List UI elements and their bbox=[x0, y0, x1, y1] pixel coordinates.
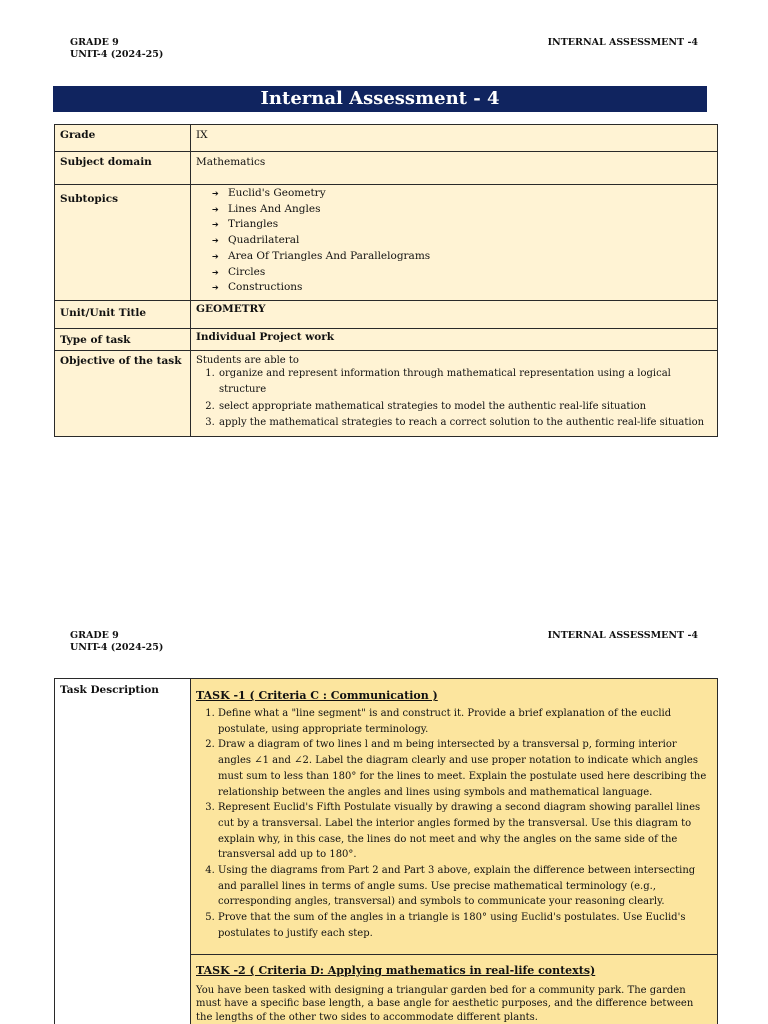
list-item: ➔ Circles bbox=[212, 265, 712, 281]
task-1-section bbox=[191, 679, 717, 955]
objective-intro: Students are able to bbox=[196, 354, 299, 366]
objective-label: Objective of the task bbox=[55, 350, 191, 436]
unit-header: UNIT-4 (2024-25) bbox=[70, 49, 164, 60]
list-item: 5. Prove that the sum of the angles in a triangle is 180° using Euclid's postulates. Use Euclid's postulates to justify each step. bbox=[218, 910, 712, 941]
table-row bbox=[55, 152, 718, 185]
task-1-heading: TASK -1 ( Criteria C : Communication ) bbox=[196, 689, 438, 702]
task-type-label: Type of task bbox=[55, 328, 191, 350]
list-item: 3. Represent Euclid's Fifth Postulate visually by drawing a second diagram showing parallel lines cut by a transversal. Label the interior angles formed by the transversal. Use this diagram to explain why, in this case, the lines do not meet and why the angles on the same side of the transversal add up to 180°. bbox=[218, 800, 712, 863]
list-item: 4. Using the diagrams from Part 2 and Part 3 above, explain the difference between intersecting and parallel lines in terms of angle sums. Use precise mathematical terminology (e.g., corresponding angles, transversal) and symbols to communicate your reasoning clearly. bbox=[218, 863, 712, 910]
subject-domain-label: Subject domain bbox=[55, 152, 191, 185]
table-row bbox=[55, 125, 718, 152]
table-row bbox=[55, 300, 718, 328]
subtopics-list bbox=[196, 186, 712, 296]
list-item: 2. select appropriate mathematical strategies to model the authentic real-life situation bbox=[218, 399, 712, 416]
task-type-value: Individual Project work bbox=[191, 328, 718, 350]
grade-label: Grade bbox=[55, 125, 191, 152]
list-item: 2. Draw a diagram of two lines l and m being intersected by a transversal p, forming interior angles ∠1 and ∠2. Label the diagram clearly and use proper notation to indicate which angles must sum to less than 180° for the lines to meet. Explain the postulate used here describing the relationship between the angles and lines using symbols and mathematical language. bbox=[218, 737, 712, 800]
task-description-label: Task Description bbox=[55, 679, 191, 1024]
list-item: ➔ Lines And Angles bbox=[212, 202, 712, 218]
list-item: 1. organize and represent information through mathematical representation using a logical structure bbox=[218, 366, 712, 399]
grade-value: IX bbox=[191, 125, 718, 152]
assessment-header: INTERNAL ASSESSMENT -4 bbox=[547, 37, 698, 48]
table-row bbox=[55, 185, 718, 301]
task-2-section bbox=[191, 955, 717, 1024]
list-item: 3. apply the mathematical strategies to reach a correct solution to the authentic real-life situation bbox=[218, 415, 712, 432]
table-row bbox=[55, 328, 718, 350]
list-item: 1. Define what a "line segment" is and construct it. Provide a brief explanation of the euclid postulate, using appropriate terminology. bbox=[218, 706, 712, 737]
task-1-list bbox=[196, 706, 712, 942]
subject-domain-value: Mathematics bbox=[191, 152, 718, 185]
unit-header: UNIT-4 (2024-25) bbox=[70, 642, 164, 653]
unit-title-label: Unit/Unit Title bbox=[55, 300, 191, 328]
task-2-text: You have been tasked with designing a triangular garden bed for a community park. The garden must have a specific base length, a base angle for aesthetic purposes, and the difference between the lengths of the other two sides to accommodate different plants. bbox=[196, 984, 694, 1023]
table-row bbox=[55, 350, 718, 436]
list-item: ➔ Euclid's Geometry bbox=[212, 186, 712, 202]
grade-header: GRADE 9 bbox=[70, 37, 119, 48]
unit-title-value: GEOMETRY bbox=[191, 300, 718, 328]
subtopics-label: Subtopics bbox=[55, 185, 191, 301]
task-description-table bbox=[54, 678, 718, 1024]
list-item: ➔ Triangles bbox=[212, 217, 712, 233]
assessment-header: INTERNAL ASSESSMENT -4 bbox=[547, 630, 698, 641]
list-item: ➔ Constructions bbox=[212, 280, 712, 296]
list-item: ➔ Quadrilateral bbox=[212, 233, 712, 249]
objectives-list bbox=[196, 366, 712, 432]
assessment-info-table bbox=[54, 124, 718, 437]
page-title: Internal Assessment - 4 bbox=[53, 86, 707, 112]
list-item: ➔ Area Of Triangles And Parallelograms bbox=[212, 249, 712, 265]
grade-header: GRADE 9 bbox=[70, 630, 119, 641]
task-2-heading: TASK -2 ( Criteria D: Applying mathematics in real-life contexts) bbox=[196, 964, 596, 977]
